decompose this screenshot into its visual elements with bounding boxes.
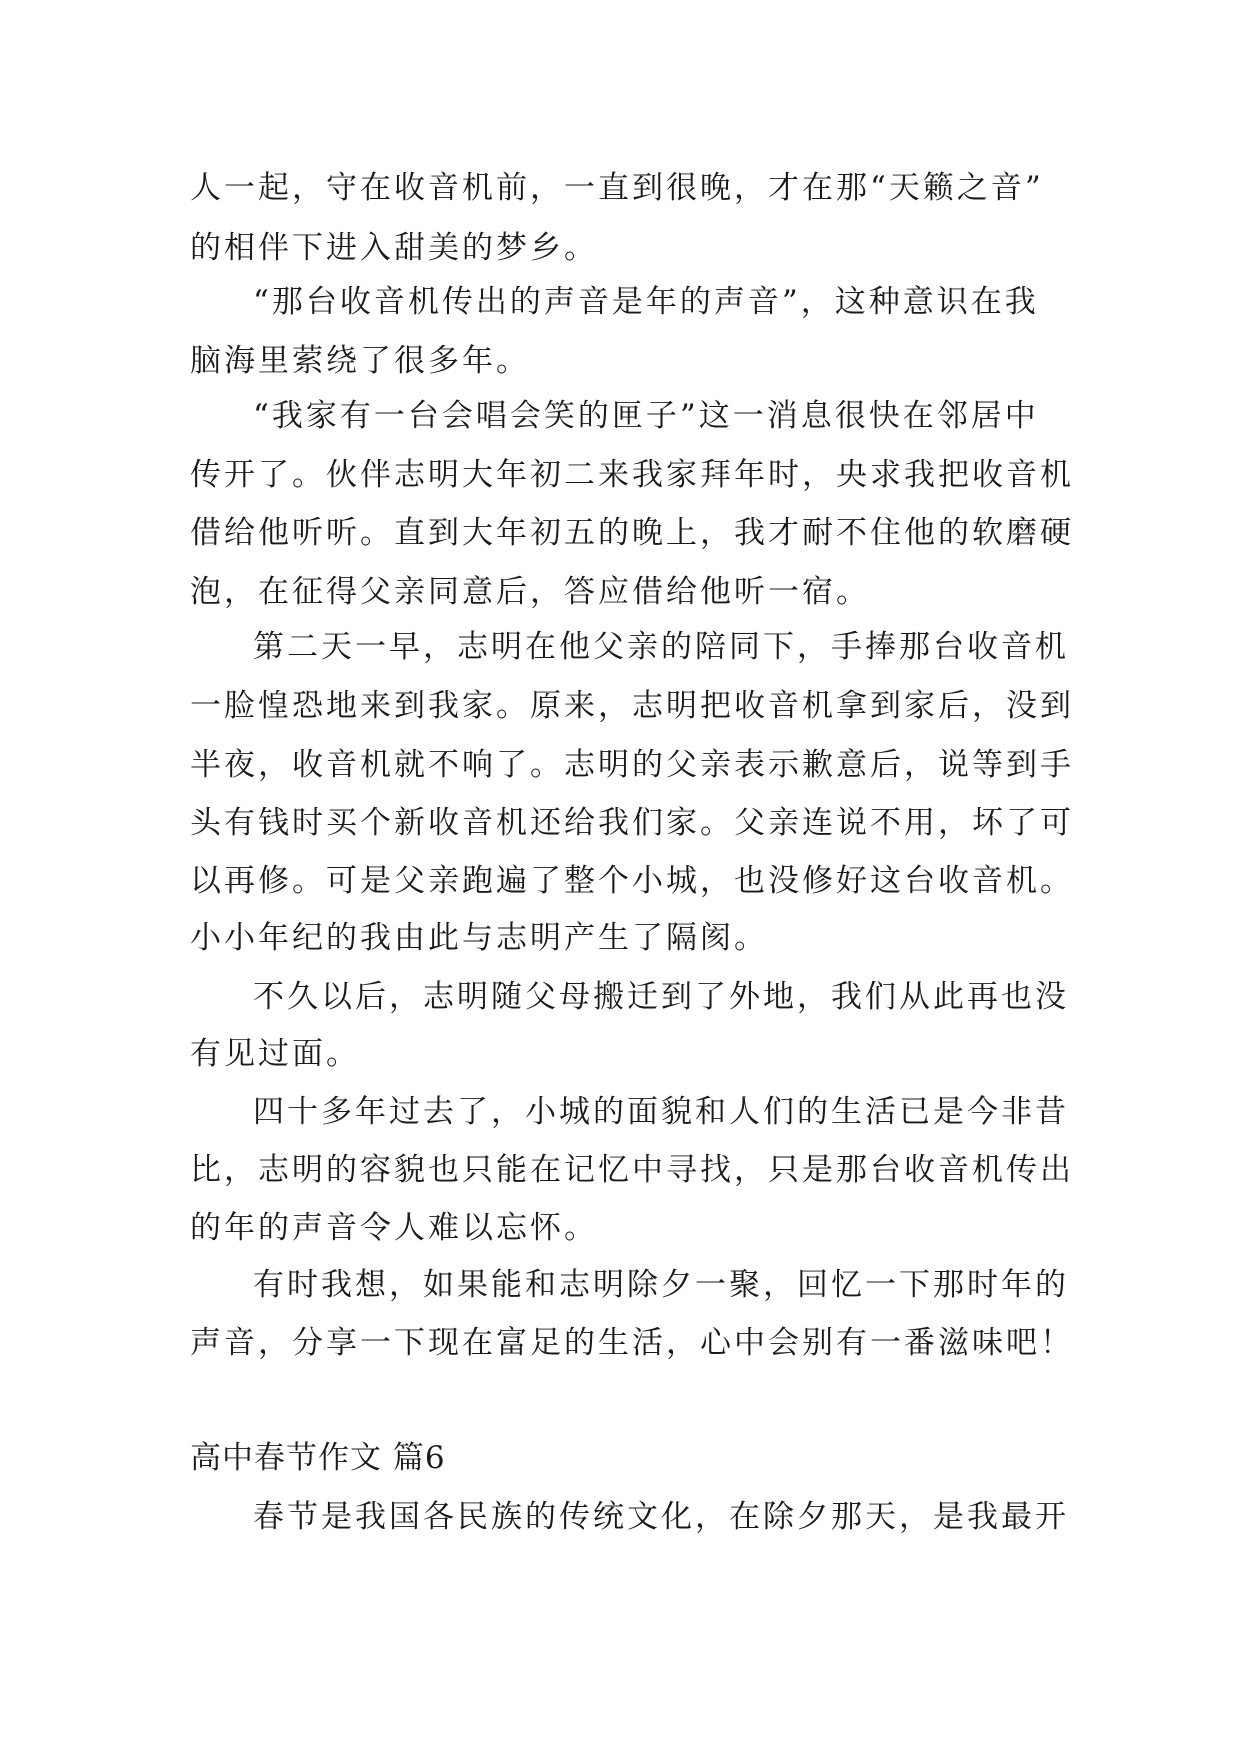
text-line: 有见过面。: [190, 1036, 360, 1072]
paragraph-first-line: 春节是我国各民族的传统文化，在除夕那天，是我最开: [253, 1499, 1069, 1535]
text-line: 脑海里萦绕了很多年。: [190, 343, 530, 379]
text-line: 声音，分享一下现在富足的生活，心中会别有一番滋味吧！: [190, 1325, 1074, 1361]
text-line: 人一起，守在收音机前，一直到很晚，才在那“天籁之音”: [190, 170, 1044, 206]
paragraph-first-line: 四十多年过去了，小城的面貌和人们的生活已是今非昔: [253, 1094, 1069, 1130]
text-line: 以再修。可是父亲跑遍了整个小城，也没修好这台收音机。: [190, 863, 1074, 899]
paragraph-first-line: 不久以后，志明随父母搬迁到了外地，我们从此再也没: [253, 979, 1069, 1015]
text-line: 比，志明的容貌也只能在记忆中寻找，只是那台收音机传出: [190, 1152, 1074, 1188]
text-line: 头有钱时买个新收音机还给我们家。父亲连说不用，坏了可: [190, 805, 1074, 841]
paragraph-first-line: “那台收音机传出的声音是年的声音”，这种意识在我: [253, 284, 1039, 320]
section-title: 高中春节作文 篇6: [190, 1440, 446, 1476]
text-line: 泡，在征得父亲同意后，答应借给他听一宿。: [190, 574, 870, 610]
text-line: 的年的声音令人难以忘怀。: [190, 1210, 598, 1246]
text-line: 传开了。伙伴志明大年初二来我家拜年时，央求我把收音机: [190, 457, 1074, 493]
paragraph-first-line: 有时我想，如果能和志明除夕一聚，回忆一下那时年的: [253, 1267, 1069, 1303]
text-line: 一脸惶恐地来到我家。原来，志明把收音机拿到家后，没到: [190, 688, 1074, 724]
paragraph-first-line: “我家有一台会唱会笑的匣子”这一消息很快在邻居中: [253, 398, 1039, 434]
text-line: 的相伴下进入甜美的梦乡。: [190, 230, 598, 266]
text-line: 半夜，收音机就不响了。志明的父亲表示歉意后，说等到手: [190, 747, 1074, 783]
text-line: 借给他听听。直到大年初五的晚上，我才耐不住他的软磨硬: [190, 515, 1074, 551]
paragraph-first-line: 第二天一早，志明在他父亲的陪同下，手捧那台收音机: [253, 629, 1069, 665]
text-line: 小小年纪的我由此与志明产生了隔阂。: [190, 920, 768, 956]
